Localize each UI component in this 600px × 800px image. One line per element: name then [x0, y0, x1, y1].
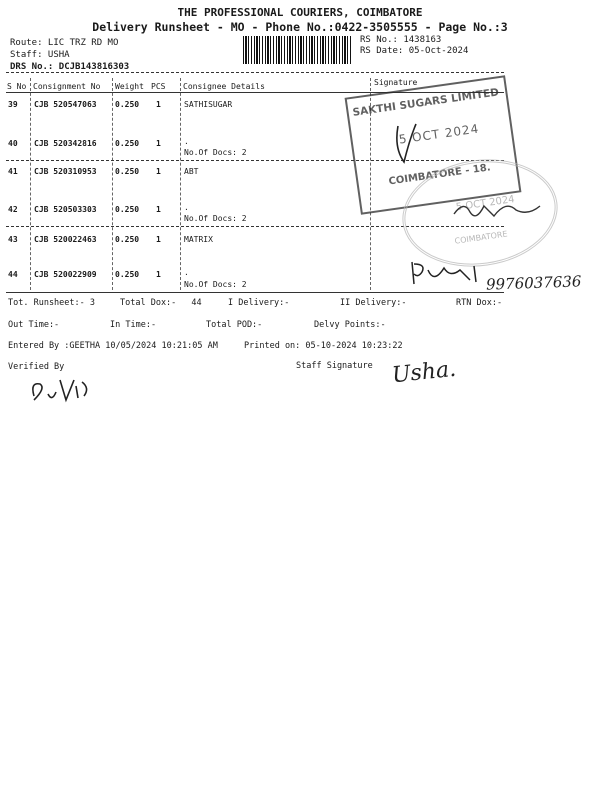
row-sno: 43 — [8, 235, 18, 244]
entered-by: Entered By :GEETHA 10/05/2024 10:21:05 AM — [8, 341, 218, 351]
runsheet-subtitle: Delivery Runsheet - MO - Phone No.:0422-3505555 - Page No.:3 — [92, 20, 508, 34]
row-consignee: SATHISUGAR — [184, 100, 233, 109]
delvy-points: Delvy Points:- — [314, 320, 386, 330]
col-header-pcs: PCS — [151, 82, 166, 91]
in-time: In Time:- — [110, 320, 157, 330]
round-stamp-date: 5 OCT 2024 — [455, 194, 516, 214]
total-dox-label: Total Dox:- — [120, 298, 177, 308]
stamp-company: SAKTHI SUGARS LIMITED — [351, 86, 500, 119]
row-consignment: CJB 520022463 — [34, 235, 97, 244]
drs-value: DCJB143816303 — [58, 62, 130, 72]
route-label: Route: LIC TRZ RD MO — [10, 38, 119, 48]
row-sno: 40 — [8, 139, 18, 148]
row-weight: 0.250 — [115, 167, 140, 176]
barcode — [243, 36, 353, 64]
stamp-city: COIMBATORE - 18. — [387, 162, 492, 188]
receiver-signature-3 — [404, 256, 486, 290]
row-docs: No.Of Docs: 2 — [184, 280, 247, 289]
handwritten-phone: 9976037636 — [485, 272, 582, 294]
row-pcs: 1 — [156, 205, 161, 214]
total-pod: Total POD:- — [206, 320, 263, 330]
rs-date: RS Date: 05-Oct-2024 — [360, 46, 469, 56]
total-dox — [120, 298, 202, 308]
staff-signature: Usha. — [390, 356, 458, 389]
row-consignment: CJB 520342816 — [34, 139, 97, 148]
rtn-dox: RTN Dox:- — [456, 298, 503, 308]
receiver-signature — [390, 118, 430, 168]
row-consignee: . — [184, 203, 189, 212]
row-pcs: 1 — [156, 167, 161, 176]
row-sno: 39 — [8, 100, 18, 109]
i-delivery: I Delivery:- — [228, 298, 290, 308]
col-header-consignment: Consignment No — [33, 82, 101, 91]
rs-number: RS No.: 1438163 — [360, 35, 442, 45]
col-header-consignee: Consignee Details — [183, 82, 265, 91]
row-pcs: 1 — [156, 139, 161, 148]
drs-label: DRS No.: — [10, 62, 54, 72]
receiver-signature-2 — [450, 192, 550, 228]
row-consignee: MATRIX — [184, 235, 213, 244]
row-weight: 0.250 — [115, 205, 140, 214]
company-title: THE PROFESSIONAL COURIERS, COIMBATORE — [177, 6, 423, 19]
row-weight: 0.250 — [115, 270, 140, 279]
col-divider — [30, 78, 31, 290]
row-docs: No.Of Docs: 2 — [184, 214, 247, 223]
out-time: Out Time:- — [8, 320, 60, 330]
table-top-rule — [6, 72, 504, 73]
total-runsheet: Tot. Runsheet:- 3 — [8, 298, 95, 308]
row-consignment: CJB 520547063 — [34, 100, 97, 109]
row-consignee: ABT — [184, 167, 199, 176]
row-weight: 0.250 — [115, 235, 140, 244]
ii-delivery: II Delivery:- — [340, 298, 407, 308]
round-stamp-city: COIMBATORE — [454, 229, 509, 246]
verified-by-label: Verified By — [8, 362, 65, 372]
row-consignee: . — [184, 137, 189, 146]
row-consignment: CJB 520022909 — [34, 270, 97, 279]
row-consignment: CJB 520503303 — [34, 205, 97, 214]
row-weight: 0.250 — [115, 139, 140, 148]
verifier-signature — [26, 372, 98, 406]
col-divider — [180, 78, 181, 290]
staff-label: Staff: USHA — [10, 50, 70, 60]
row-pcs: 1 — [156, 270, 161, 279]
row-pcs: 1 — [156, 100, 161, 109]
row-pcs: 1 — [156, 235, 161, 244]
row-docs: No.Of Docs: 2 — [184, 148, 247, 157]
col-header-weight: Weight — [115, 82, 144, 91]
staff-signature-label: Staff Signature — [296, 361, 373, 371]
stamp-date: 5 OCT 2024 — [397, 121, 481, 147]
row-sno: 41 — [8, 167, 18, 176]
total-dox-value: 44 — [191, 298, 202, 308]
row-consignee: . — [184, 268, 189, 277]
col-header-signature: Signature — [374, 78, 418, 87]
col-header-sno: S No — [7, 82, 27, 91]
drs-number — [10, 62, 129, 72]
printed-on: Printed on: 05-10-2024 10:23:22 — [244, 341, 403, 351]
row-sno: 44 — [8, 270, 18, 279]
row-weight: 0.250 — [115, 100, 140, 109]
row-sno: 42 — [8, 205, 18, 214]
row-consignment: CJB 520310953 — [34, 167, 97, 176]
col-divider — [112, 78, 113, 290]
table-bottom-rule — [6, 292, 504, 293]
